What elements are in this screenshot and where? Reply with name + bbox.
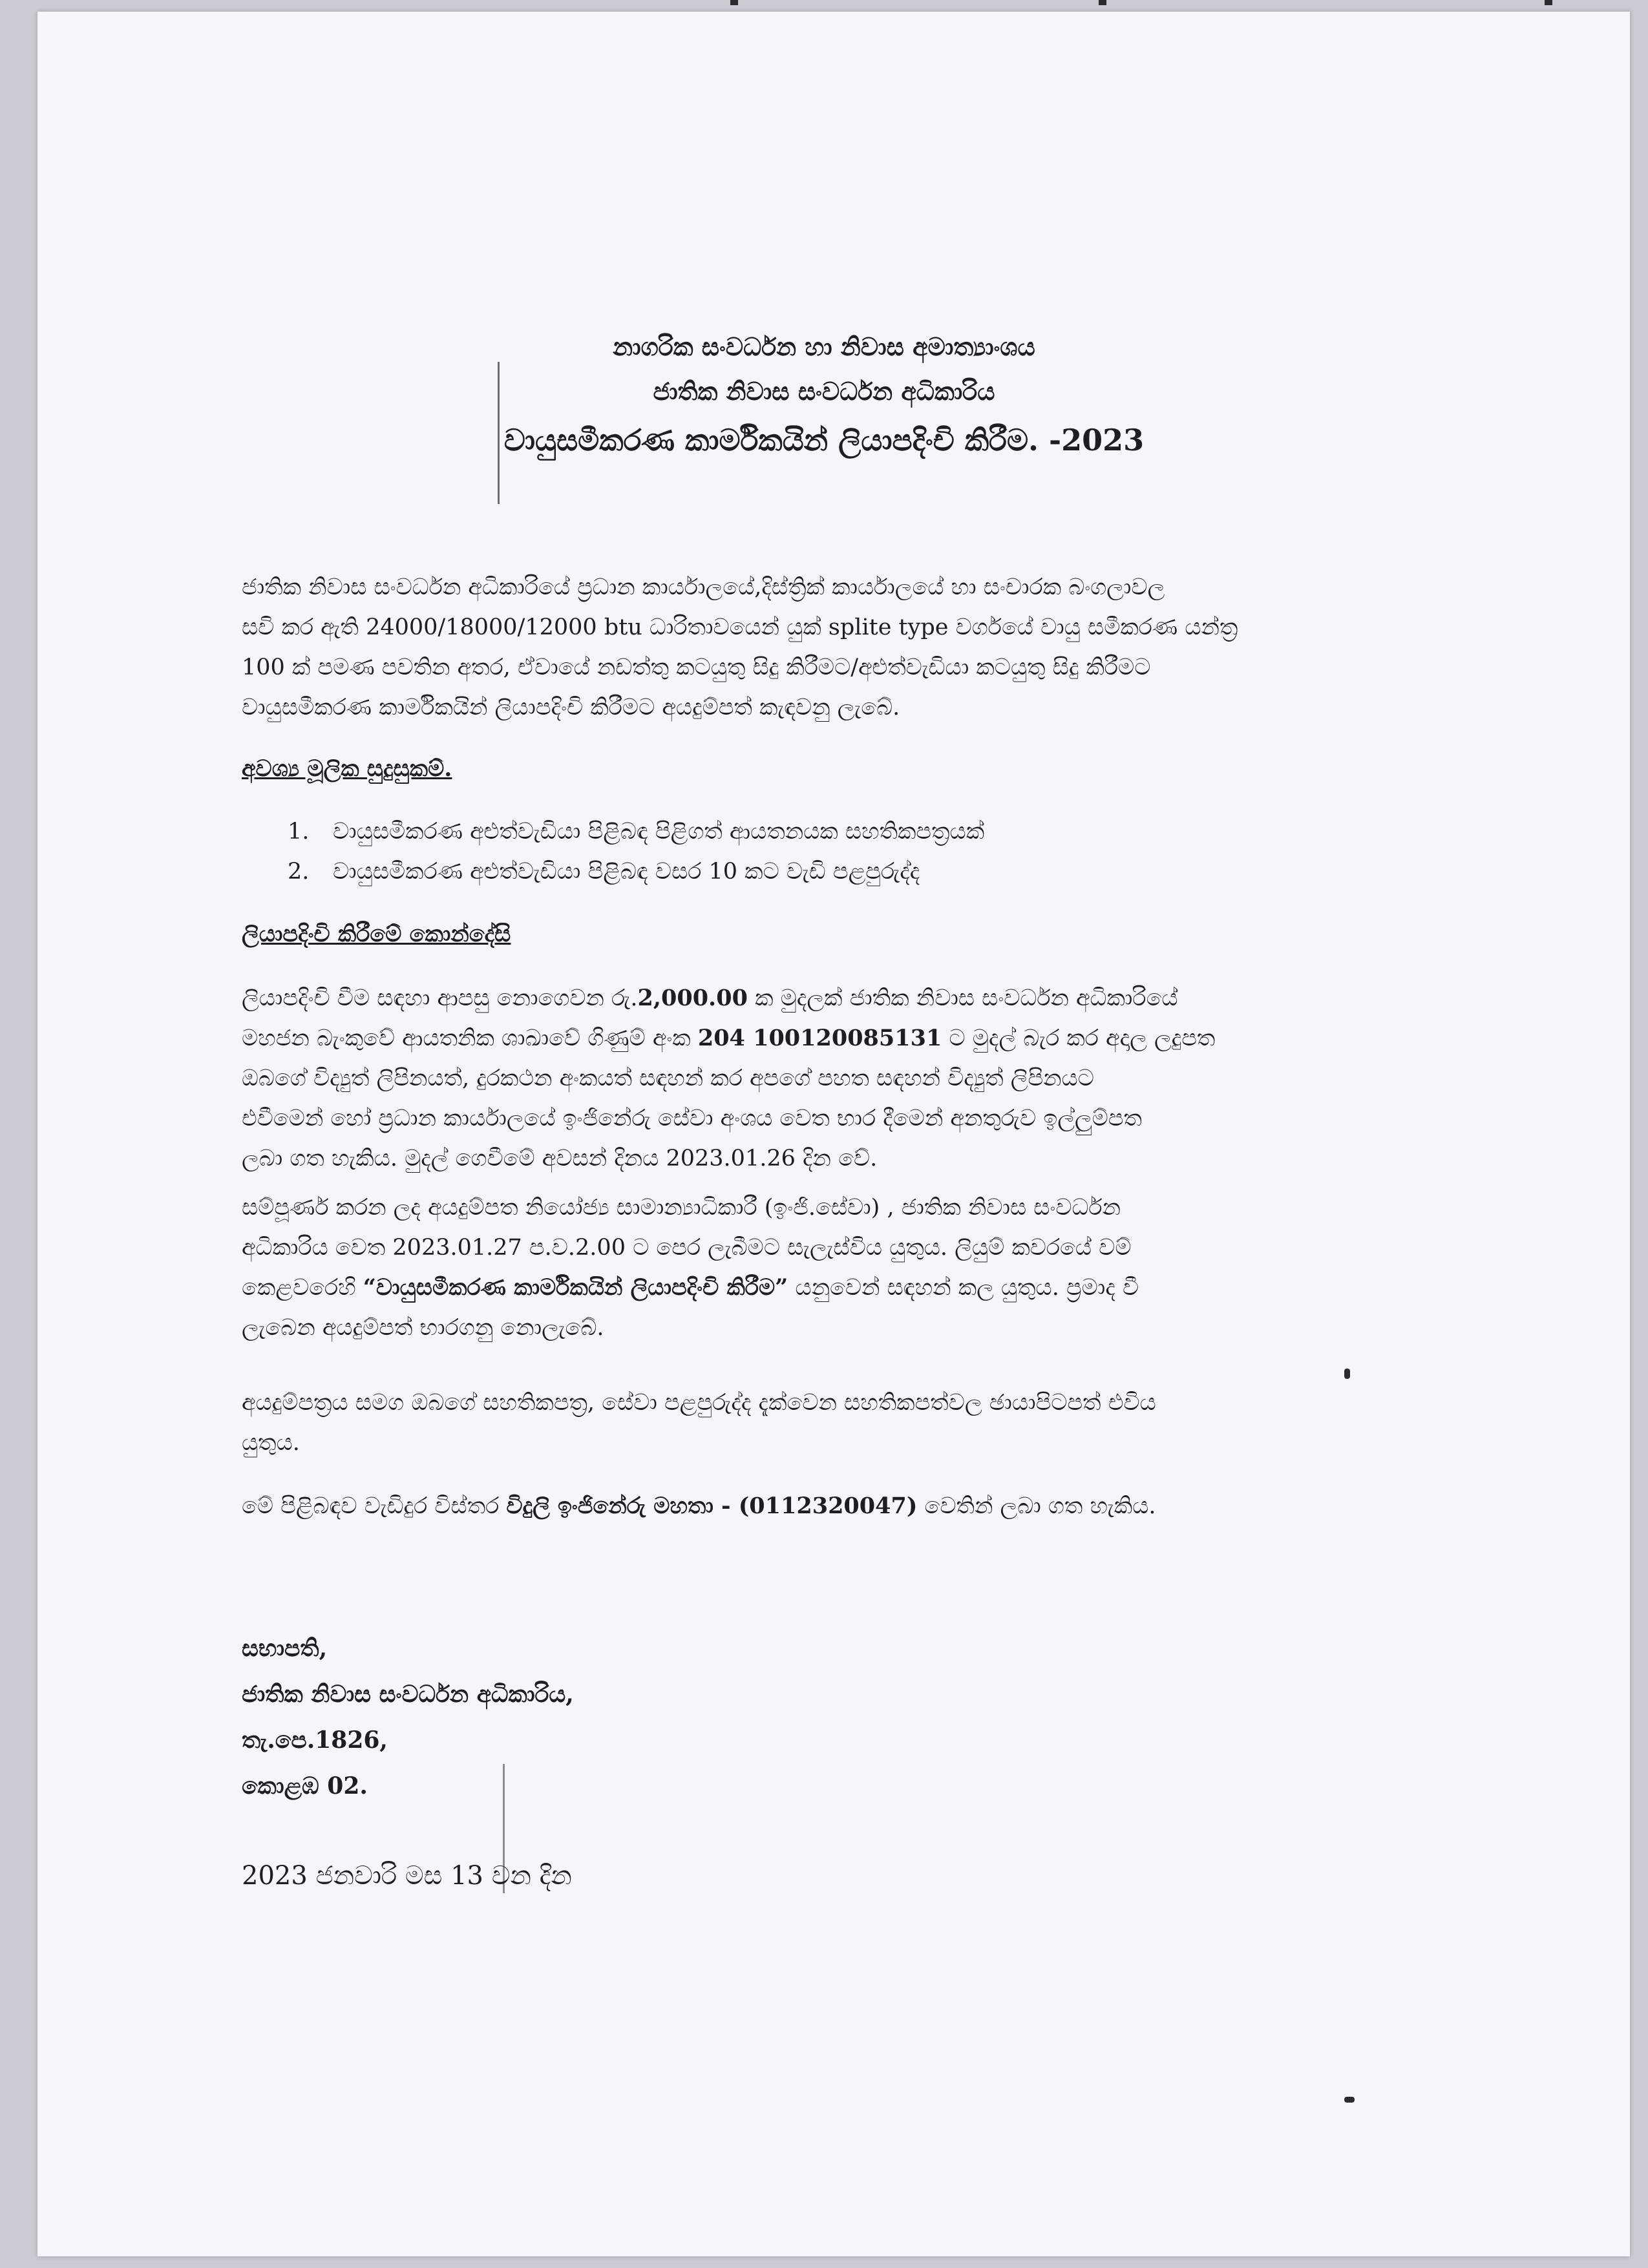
envelope-label: “වායුසමීකරණ කාර්මිකයින් ලියාපදිංචි කිරීම”	[363, 1274, 788, 1301]
requirements-list	[288, 812, 984, 892]
submission-paragraph	[242, 1188, 1457, 1348]
paragraph-line: එවීමෙන් හෝ ප්‍රධාන කාර්යාලයේ ඉංජිනේරු සේවා අංශය වෙත භාර දීමෙන් අනතුරුව ඉල්ලුම්පත	[242, 1106, 1142, 1131]
paragraph-line: අධිකාරිය වෙත 2023.01.27 ප.ව.2.00 ට පෙර ලැබීමට සැලැස්විය යුතුය. ලියුම් කවරයේ වම්	[242, 1235, 1132, 1261]
account-number: 204 100120085131	[697, 1025, 942, 1051]
fee-amount: 2,000.00	[637, 985, 748, 1011]
scan-mark	[1344, 1369, 1350, 1379]
text-run: යනුවෙන් සඳහන් කල යුතුය. ප්‍රමාද වී	[795, 1275, 1139, 1301]
authority-heading: ජාතික නිවාස සංවර්ධන අධිකාරිය	[653, 377, 995, 406]
text-run: මේ පිළිබඳව වැඩිදුර විස්තර	[242, 1493, 500, 1519]
paragraph-line: ලැබෙන අයදුම්පත් භාරගනු නොලැබේ.	[242, 1315, 604, 1341]
scan-mark	[1545, 0, 1552, 5]
list-item-text: වායුසමීකරණ අළුත්වැඩියා පිළිබඳ වසර 10 කට වැඩි පළපුරුද්ද	[333, 859, 920, 885]
list-item	[288, 852, 984, 892]
paragraph-line: යුතුය.	[242, 1430, 300, 1456]
signature-block	[242, 1626, 574, 1809]
intro-line: ජාතික නිවාස සංවර්ධන අධිකාරියේ ප්‍රධාන කාර්යාලයේ,දිස්ත්‍රික් කාර්යාලයේ හා සංචාරක බංගලාවල	[242, 574, 1165, 600]
payment-paragraph	[242, 978, 1457, 1179]
intro-line: වායුසමීකරණ කාර්මිකයින් ලියාපදිංචි කිරීමට අයදුම්පත් කැඳවනු ලැබේ.	[242, 695, 900, 720]
intro-line: සවි කර ඇති 24000/18000/12000 btu ධාරිතාවයෙන් යුක් splite type වර්ගයේ වායු සමීකරණ යන්ත්‍ර	[242, 614, 1238, 640]
scan-mark	[730, 0, 738, 5]
paragraph-line: ඔබගේ විද්‍යුත් ලිපිනයත්, දුරකථන අංකයත් සඳහන් කර අපගේ පහත සඳහන් විද්‍යුත් ලිපිනයට	[242, 1066, 1094, 1091]
document-title: වායුසමීකරණ කාර්මිකයින් ලියාපදිංචි කිරීම. -2023	[503, 423, 1145, 457]
text-run: ට මුදල් බැර කර අදාල ලදුපත	[949, 1025, 1216, 1051]
list-item-text: වායුසමීකරණ අළුත්වැඩියා පිළිබඳ පිළිගත් ආයතනයක සහතිකපත්‍රයක්	[333, 819, 985, 845]
scan-mark	[1344, 2097, 1355, 2103]
ministry-heading: නාගරික සංවර්ධන හා නිවාස අමාත්‍යාංශය	[613, 332, 1035, 361]
text-run: ලියාපදිංචි වීම සඳහා ආපසු නොගෙවන රු.	[242, 985, 638, 1011]
text-run: වෙතින් ලබා ගත හැකිය.	[924, 1493, 1156, 1519]
documents-paragraph	[242, 1383, 1457, 1463]
paragraph-line	[242, 1486, 1457, 1526]
list-item	[288, 812, 984, 852]
paragraph-line	[242, 1018, 1457, 1058]
postal-box: තැ.පෙ.1826,	[242, 1727, 388, 1754]
paragraph-line	[242, 978, 1457, 1018]
scan-mark	[1099, 0, 1106, 5]
text-run: කෙළවරෙහි	[242, 1275, 356, 1301]
text-run: මහජන බැංකුවේ ආයතනික ශාඛාවේ ගිණුම් අංක	[242, 1025, 691, 1051]
contact-info: විදුලි ඉංජිනේරු මහතා - (0112320047)	[506, 1493, 918, 1519]
list-item-number: 2.	[288, 859, 310, 885]
paragraph-line: සම්පූර්ණ කරන ලද අයදුම්පත නියෝජ්‍ය සාමාන්‍යාධිකාරී (ඉංජි.සේවා) , ජාතික නිවාස සංවර්ධන	[242, 1195, 1121, 1221]
paragraph-line	[242, 1268, 1457, 1308]
signatory-organization: ජාතික නිවාස සංවර්ධන අධිකාරිය,	[242, 1681, 574, 1708]
text-run: ක මුදලක් ජාතික නිවාස සංවර්ධන අධිකාරියේ	[755, 985, 1178, 1011]
contact-paragraph	[242, 1486, 1457, 1526]
signatory-title: සභාපති,	[242, 1635, 328, 1662]
conditions-heading: ලියාපදිංචි කිරීමේ කොන්දේසි	[242, 921, 511, 947]
requirements-heading: අවශ්‍ය මූලික සුදුසුකම්.	[242, 755, 452, 782]
intro-line: 100 ක් පමණ පවතින අතර, ඒවායේ නඩත්තු කටයුතු සිදු කිරීමට/අළුත්වැඩියා කටයුතු සිදු කිරීමට	[242, 655, 1151, 680]
paragraph-line: ලබා ගත හැකිය. මුදල් ගෙවීමේ අවසන් දිනය 2023.01.26 දින වේ.	[242, 1146, 878, 1171]
list-item-number: 1.	[288, 819, 310, 845]
city: කොළඹ 02.	[242, 1772, 368, 1800]
document-date: 2023 ජනවාරි මස 13 වන දින	[242, 1861, 572, 1891]
intro-paragraph	[242, 567, 1457, 728]
paragraph-line: අයදුම්පත්‍රය සමග ඔබගේ සහතිකපත්‍ර, සේවා පළපුරුද්ද දැක්වෙන සහතිකපත්වල ඡායාපිටපත් එවිය	[242, 1390, 1156, 1416]
